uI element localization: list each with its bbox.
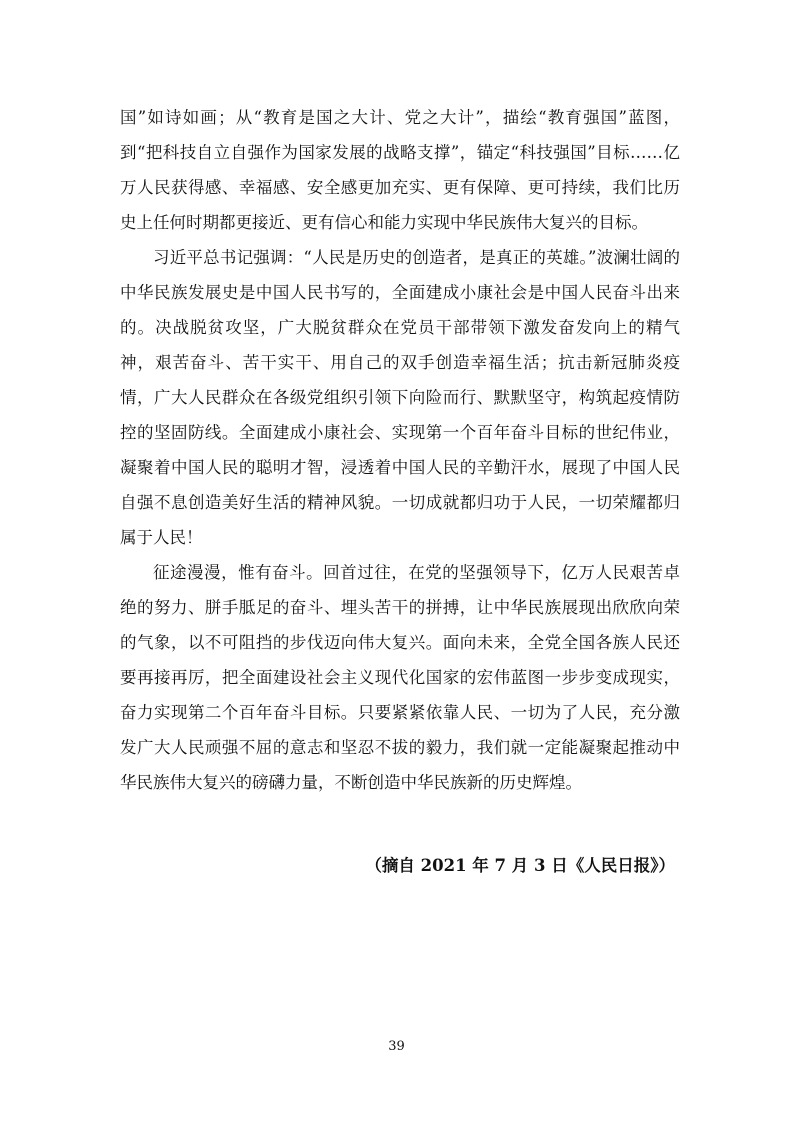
paragraph-continuation: 国”如诗如画；从“教育是国之大计、党之大计”，描绘“教育强国”蓝图，到“把科技自立自强作为国家发展的战略支撑”，锚定“科技强国”目标……亿万人民获得感、幸福感、安全感更加充实、更有保障、更可持续，我们比历史上任何时期都更接近、更有信心和能力实现中华民族伟大复兴的目标。 bbox=[120, 108, 680, 232]
article-body bbox=[120, 100, 680, 800]
source-citation: （摘自 2021 年 7 月 3 日《人民日报》） bbox=[365, 856, 675, 875]
page-number: 39 bbox=[388, 1039, 405, 1054]
paragraph-struggle: 征途漫漫，惟有奋斗。回首过往，在党的坚强领导下，亿万人民艰苦卓绝的努力、胼手胝足的奋斗、埋头苦干的拼搏，让中华民族展现出欣欣向荣的气象，以不可阻挡的步伐迈向伟大复兴。面向未来，全党全国各族人民还要再接再厉，把全面建设社会主义现代化国家的宏伟蓝图一步步变成现实，奋力实现第二个百年奋斗目标。只要紧紧依靠人民、一切为了人民，充分激发广大人民顽强不屈的意志和坚忍不拔的毅力，我们就一定能凝聚起推动中华民族伟大复兴的磅礴力量，不断创造中华民族新的历史辉煌。 bbox=[120, 563, 680, 792]
paragraph-people-heroes: 习近平总书记强调：“人民是历史的创造者，是真正的英雄。”波澜壮阔的中华民族发展史是中国人民书写的，全面建成小康社会是中国人民奋斗出来的。决战脱贫攻坚，广大脱贫群众在党员干部带领下激发奋发向上的精气神，艰苦奋斗、苦干实干、用自己的双手创造幸福生活；抗击新冠肺炎疫情，广大人民群众在各级党组织引领下向险而行、默默坚守，构筑起疫情防控的坚固防线。全面建成小康社会、实现第一个百年奋斗目标的世纪伟业，凝聚着中国人民的聪明才智，浸透着中国人民的辛勤汗水，展现了中国人民自强不息创造美好生活的精神风貌。一切成就都归功于人民，一切荣耀都归属于人民！ bbox=[120, 248, 680, 547]
